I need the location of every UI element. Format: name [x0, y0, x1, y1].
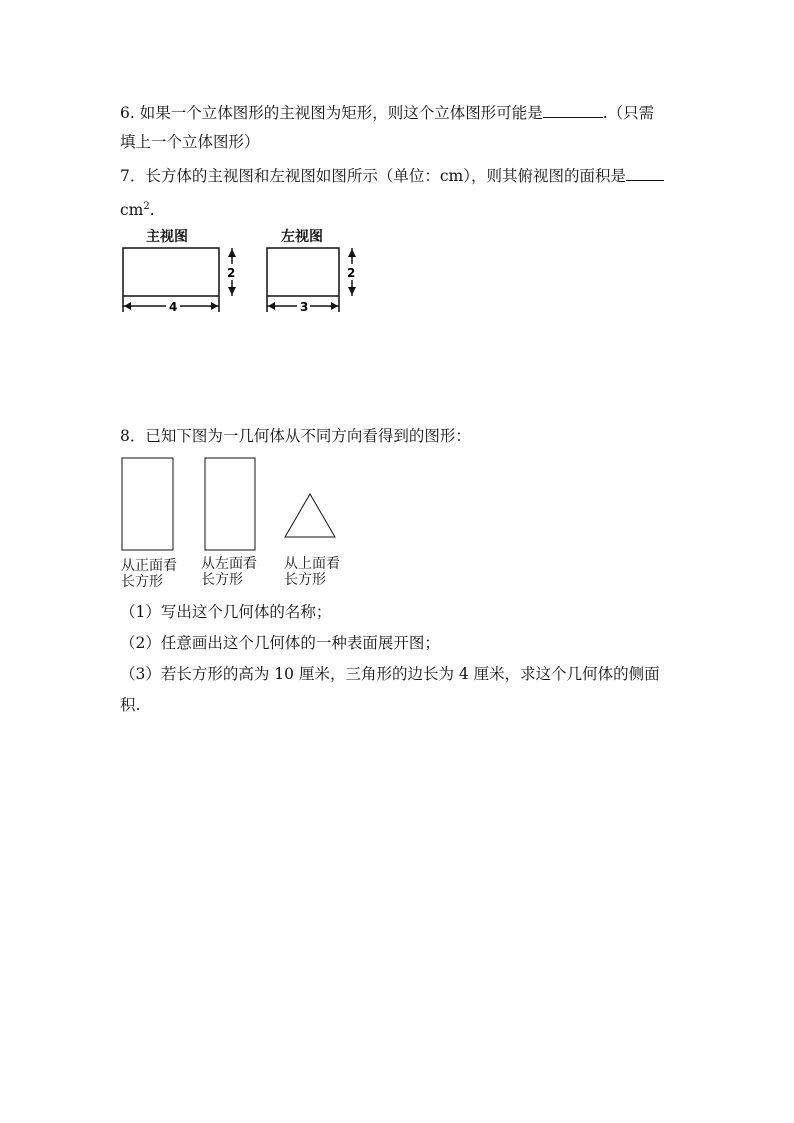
q8-fig2-line2: 长方形 — [201, 572, 243, 588]
q8-fig3-line2: 长方形 — [284, 572, 326, 588]
q8-fig3-line1: 从上面看 — [284, 556, 340, 572]
q8-views-figure — [115, 450, 345, 560]
q8-fig2-caption — [201, 556, 257, 588]
q7-unit-end: . — [149, 201, 155, 220]
q8-front-rect — [122, 458, 173, 550]
q7-line2 — [120, 196, 155, 221]
q8-sub2: （2）任意画出这个几何体的一种表面展开图； — [120, 634, 440, 652]
q8-sub1: （1）写出这个几何体的名称； — [120, 603, 332, 621]
q7-unit: cm — [120, 201, 144, 220]
q6-answer-blank[interactable] — [543, 101, 603, 118]
q8-left-rect — [205, 458, 255, 550]
q8-sub3-line1: （3）若长方形的高为 10 厘米，三角形的边长为 4 厘米，求这个几何体的侧面 — [120, 665, 660, 683]
q7-text: 7．长方体的主视图和左视图如图所示（单位：cm），则其俯视图的面积是 — [120, 167, 626, 185]
q7-line1 — [120, 164, 664, 187]
q8-fig2-line1: 从左面看 — [201, 556, 257, 572]
q8-fig3-caption — [284, 556, 340, 588]
left-view-rect — [267, 248, 339, 296]
q6-text-prefix: 6. 如果一个立体图形的主视图为矩形，则这个立体图形可能是 — [120, 104, 543, 122]
q7-views-figure — [110, 240, 370, 320]
front-view-title: 主视图 — [146, 229, 188, 245]
q6-line1 — [120, 101, 654, 124]
left-width-label: 3 — [300, 300, 309, 314]
q6-text-suffix: .（只需 — [602, 104, 655, 122]
front-width-label: 4 — [169, 300, 178, 314]
q8-top-triangle — [285, 494, 335, 537]
q8-fig1-line1: 从正面看 — [121, 558, 177, 574]
q8-intro: 8．已知下图为一几何体从不同方向看得到的图形： — [120, 427, 471, 445]
left-view-title: 左视图 — [281, 229, 323, 245]
q7-answer-blank[interactable] — [626, 164, 664, 181]
front-height-label: 2 — [227, 266, 236, 280]
q6-line2: 填上一个立体图形） — [120, 133, 260, 151]
q8-fig1-caption — [121, 558, 177, 590]
q8-fig1-line2: 长方形 — [121, 574, 163, 590]
q8-sub3-line2: 积. — [120, 696, 141, 714]
q7-unit-sup: 2 — [143, 201, 150, 212]
left-height-label: 2 — [347, 266, 356, 280]
front-view-rect — [123, 248, 219, 296]
